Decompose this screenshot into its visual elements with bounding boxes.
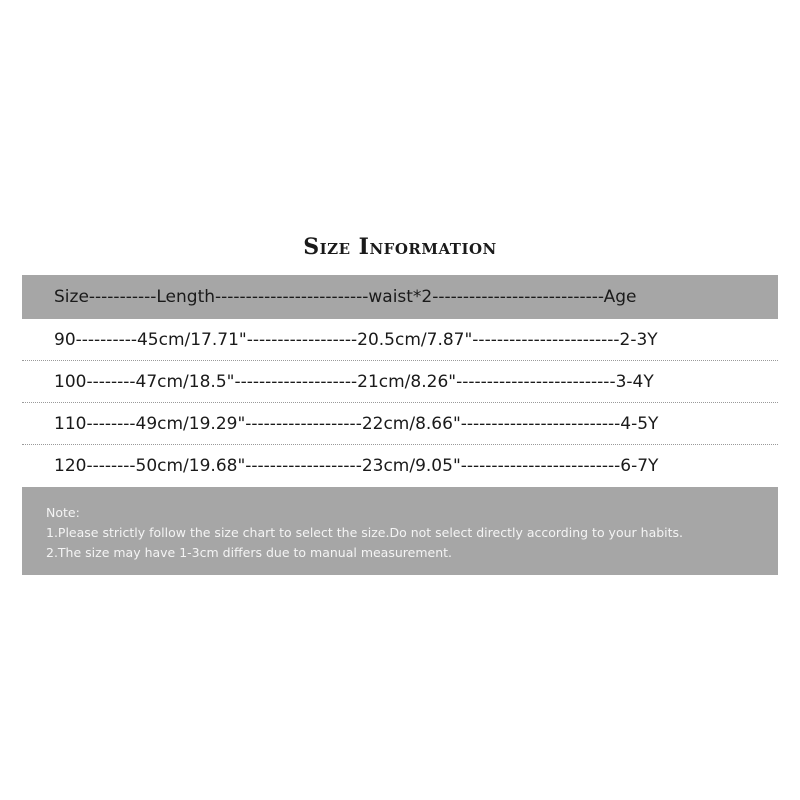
size-table <box>22 275 778 487</box>
size-row-120: 120--------50cm/19.68"-------------------23cm/9.05"--------------------------6-7Y <box>54 456 659 476</box>
note-heading: Note: <box>46 505 80 520</box>
size-information-title: Size Information <box>303 234 497 260</box>
size-row-100: 100--------47cm/18.5"--------------------21cm/8.26"--------------------------3-4Y <box>22 361 778 403</box>
note-line-2: 2.The size may have 1-3cm differs due to manual measurement. <box>46 545 452 560</box>
note-box <box>22 487 778 575</box>
size-row-90: 90----------45cm/17.71"------------------20.5cm/7.87"------------------------2-3Y <box>22 319 778 361</box>
size-table-header: Size-----------Length-------------------------waist*2----------------------------Age <box>22 275 778 319</box>
size-row-110: 110--------49cm/19.29"-------------------22cm/8.66"--------------------------4-5Y <box>22 403 778 445</box>
note-line-1: 1.Please strictly follow the size chart to select the size.Do not select directly according to your habits. <box>46 525 684 540</box>
